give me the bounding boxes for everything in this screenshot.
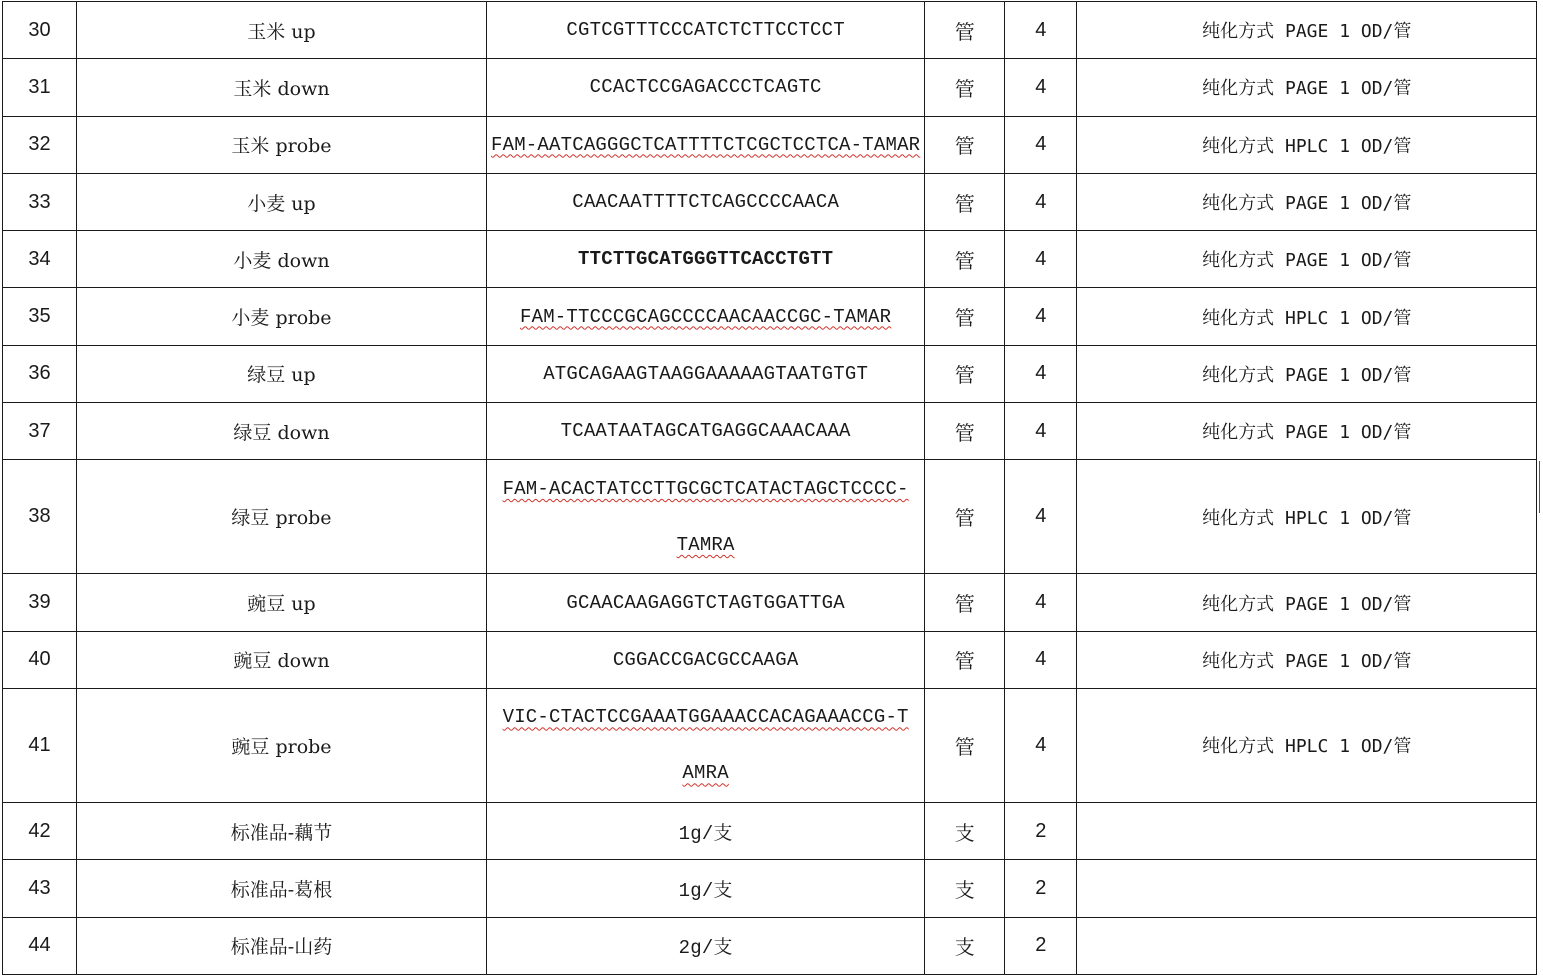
quantity-cell: 4 xyxy=(1005,460,1077,574)
quantity-cell: 4 xyxy=(1005,2,1077,59)
row-number-cell: 42 xyxy=(3,802,77,859)
sequence-text: TCAATAATAGCATGAGGCAAACAAA xyxy=(560,420,851,443)
table-row xyxy=(3,631,1537,688)
unit-cell: 管 xyxy=(925,631,1005,688)
row-number-cell: 41 xyxy=(3,688,77,802)
purification-note-cell: 纯化方式 HPLC 1 OD/管 xyxy=(1077,688,1537,802)
table-row xyxy=(3,59,1537,116)
item-name-cell: 标准品-山药 xyxy=(77,917,487,974)
item-name-cell: 标准品-藕节 xyxy=(77,802,487,859)
sequence-text: 1g/支 xyxy=(678,822,733,845)
row-number-cell: 37 xyxy=(3,403,77,460)
item-name-cell: 小麦 down xyxy=(77,231,487,288)
purification-note-cell xyxy=(1077,917,1537,974)
purification-note-cell: 纯化方式 PAGE 1 OD/管 xyxy=(1077,345,1537,402)
sequence-cell xyxy=(487,860,925,917)
quantity-cell: 2 xyxy=(1005,802,1077,859)
quantity-cell: 4 xyxy=(1005,403,1077,460)
table-row xyxy=(3,688,1537,802)
item-name-cell: 玉米 probe xyxy=(77,116,487,173)
sequence-text: 2g/支 xyxy=(678,937,733,960)
quantity-cell: 4 xyxy=(1005,116,1077,173)
sequence-cell xyxy=(487,631,925,688)
table-row xyxy=(3,917,1537,974)
row-number-cell: 32 xyxy=(3,116,77,173)
item-name-cell: 玉米 up xyxy=(77,2,487,59)
item-name-cell: 绿豆 down xyxy=(77,403,487,460)
unit-cell: 支 xyxy=(925,802,1005,859)
unit-cell: 支 xyxy=(925,860,1005,917)
row-number-cell: 38 xyxy=(3,460,77,574)
quantity-cell: 4 xyxy=(1005,631,1077,688)
purification-note-cell: 纯化方式 PAGE 1 OD/管 xyxy=(1077,173,1537,230)
sequence-cell xyxy=(487,403,925,460)
sequence-cell xyxy=(487,288,925,345)
quantity-cell: 4 xyxy=(1005,231,1077,288)
unit-cell: 管 xyxy=(925,59,1005,116)
row-number-cell: 39 xyxy=(3,574,77,631)
row-number-cell: 35 xyxy=(3,288,77,345)
reagent-table-body xyxy=(3,2,1537,975)
row-number-cell: 43 xyxy=(3,860,77,917)
row-number-cell: 30 xyxy=(3,2,77,59)
quantity-cell: 4 xyxy=(1005,345,1077,402)
item-name-cell: 绿豆 up xyxy=(77,345,487,402)
table-row xyxy=(3,173,1537,230)
unit-cell: 支 xyxy=(925,917,1005,974)
item-name-cell: 标准品-葛根 xyxy=(77,860,487,917)
item-name-cell: 小麦 up xyxy=(77,173,487,230)
quantity-cell: 2 xyxy=(1005,860,1077,917)
purification-note-cell: 纯化方式 HPLC 1 OD/管 xyxy=(1077,460,1537,574)
purification-note-cell: 纯化方式 HPLC 1 OD/管 xyxy=(1077,116,1537,173)
item-name-cell: 玉米 down xyxy=(77,59,487,116)
row-number-cell: 31 xyxy=(3,59,77,116)
quantity-cell: 4 xyxy=(1005,688,1077,802)
table-row xyxy=(3,403,1537,460)
row-number-cell: 36 xyxy=(3,345,77,402)
sequence-cell xyxy=(487,231,925,288)
sequence-text: VIC-CTACTCCGAAATGGAAACCACAGAAACCG-TAMRA xyxy=(502,706,909,785)
quantity-cell: 4 xyxy=(1005,574,1077,631)
purification-note-cell: 纯化方式 PAGE 1 OD/管 xyxy=(1077,59,1537,116)
table-row xyxy=(3,345,1537,402)
sequence-text: CGGACCGACGCCAAGA xyxy=(612,648,799,671)
purification-note-cell: 纯化方式 PAGE 1 OD/管 xyxy=(1077,631,1537,688)
table-row xyxy=(3,460,1537,574)
item-name-cell: 豌豆 probe xyxy=(77,688,487,802)
unit-cell: 管 xyxy=(925,403,1005,460)
unit-cell: 管 xyxy=(925,173,1005,230)
table-row xyxy=(3,288,1537,345)
sequence-cell xyxy=(487,917,925,974)
unit-cell: 管 xyxy=(925,116,1005,173)
table-row xyxy=(3,802,1537,859)
row-number-cell: 33 xyxy=(3,173,77,230)
sequence-cell xyxy=(487,802,925,859)
table-row xyxy=(3,860,1537,917)
row-number-cell: 34 xyxy=(3,231,77,288)
unit-cell: 管 xyxy=(925,460,1005,574)
unit-cell: 管 xyxy=(925,345,1005,402)
item-name-cell: 小麦 probe xyxy=(77,288,487,345)
quantity-cell: 2 xyxy=(1005,917,1077,974)
table-row xyxy=(3,116,1537,173)
purification-note-cell xyxy=(1077,802,1537,859)
purification-note-cell: 纯化方式 PAGE 1 OD/管 xyxy=(1077,2,1537,59)
sequence-cell xyxy=(487,574,925,631)
unit-cell: 管 xyxy=(925,688,1005,802)
sequence-text: CCACTCCGAGACCCTCAGTC xyxy=(589,76,822,99)
sequence-text: FAM-AATCAGGGCTCATTTTCTCGCTCCTCA-TAMAR xyxy=(491,133,921,156)
table-row xyxy=(3,231,1537,288)
purification-note-cell xyxy=(1077,860,1537,917)
item-name-cell: 豌豆 down xyxy=(77,631,487,688)
unit-cell: 管 xyxy=(925,231,1005,288)
purification-note-cell: 纯化方式 HPLC 1 OD/管 xyxy=(1077,288,1537,345)
sequence-text: CGTCGTTTCCCATCTCTTCCTCCT xyxy=(566,19,845,42)
row-number-cell: 44 xyxy=(3,917,77,974)
sequence-text: CAACAATTTTCTCAGCCCCAACA xyxy=(572,191,840,214)
sequence-text: 1g/支 xyxy=(678,879,733,902)
item-name-cell: 绿豆 probe xyxy=(77,460,487,574)
sequence-text: FAM-ACACTATCCTTGCGCTCATACTAGCTCCCC-TAMRA xyxy=(502,477,909,556)
quantity-cell: 4 xyxy=(1005,173,1077,230)
unit-cell: 管 xyxy=(925,574,1005,631)
sequence-cell xyxy=(487,116,925,173)
purification-note-cell: 纯化方式 PAGE 1 OD/管 xyxy=(1077,231,1537,288)
quantity-cell: 4 xyxy=(1005,288,1077,345)
unit-cell: 管 xyxy=(925,2,1005,59)
sequence-cell xyxy=(487,2,925,59)
sequence-cell xyxy=(487,173,925,230)
purification-note-cell: 纯化方式 PAGE 1 OD/管 xyxy=(1077,403,1537,460)
sequence-text: GCAACAAGAGGTCTAGTGGATTGA xyxy=(566,591,845,614)
sequence-cell xyxy=(487,345,925,402)
sequence-text: TTCTTGCATGGGTTCACCTGTT xyxy=(578,248,834,271)
quantity-cell: 4 xyxy=(1005,59,1077,116)
page-edge-marker xyxy=(1539,461,1543,513)
row-number-cell: 40 xyxy=(3,631,77,688)
sequence-cell xyxy=(487,460,925,574)
table-row xyxy=(3,2,1537,59)
table-row xyxy=(3,574,1537,631)
reagent-table xyxy=(2,1,1537,975)
purification-note-cell: 纯化方式 PAGE 1 OD/管 xyxy=(1077,574,1537,631)
sequence-text: ATGCAGAAGTAAGGAAAAAGTAATGTGT xyxy=(543,362,869,385)
sequence-text: FAM-TTCCCGCAGCCCCAACAACCGC-TAMAR xyxy=(520,305,892,328)
sequence-cell xyxy=(487,59,925,116)
sequence-cell xyxy=(487,688,925,802)
unit-cell: 管 xyxy=(925,288,1005,345)
item-name-cell: 豌豆 up xyxy=(77,574,487,631)
